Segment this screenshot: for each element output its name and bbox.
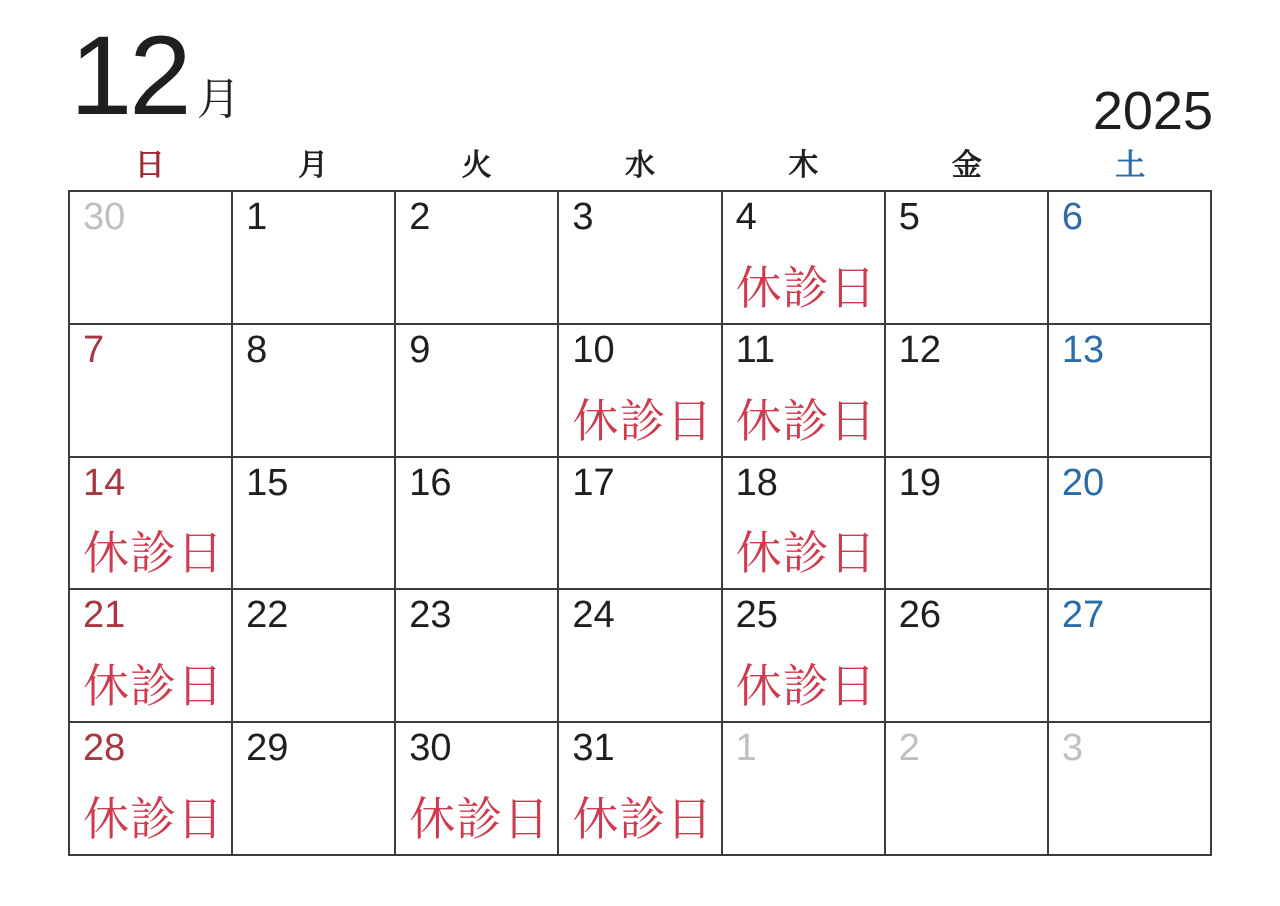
weekday-thursday: 木 <box>788 149 819 182</box>
calendar-cell <box>396 192 559 325</box>
day-number: 11 <box>735 328 776 371</box>
calendar-cell <box>559 723 722 856</box>
calendar-cell <box>233 723 396 856</box>
day-number: 23 <box>409 594 452 637</box>
day-number: 30 <box>83 196 126 238</box>
weekday-saturday: 土 <box>1115 149 1146 182</box>
calendar-cell <box>886 192 1049 325</box>
day-number: 2 <box>409 196 431 238</box>
day-number: 30 <box>409 727 452 770</box>
closed-day-label: 休診日 <box>572 394 714 447</box>
calendar-cell <box>233 325 396 458</box>
calendar-cell <box>1049 458 1212 591</box>
day-number: 2 <box>898 727 920 770</box>
day-number: 3 <box>1061 727 1083 770</box>
day-number: 9 <box>409 328 431 371</box>
weekday-friday: 金 <box>951 149 982 182</box>
day-number: 19 <box>898 461 941 504</box>
day-number: 31 <box>572 727 615 770</box>
closed-day-label: 休診日 <box>735 527 877 580</box>
day-number: 26 <box>898 594 941 637</box>
day-number: 14 <box>83 461 126 504</box>
weekday-wednesday: 水 <box>624 149 655 182</box>
calendar-cell <box>70 590 233 723</box>
day-number: 12 <box>898 328 941 371</box>
calendar-cell <box>70 458 233 591</box>
calendar-cell <box>233 192 396 325</box>
day-number: 29 <box>246 727 289 770</box>
calendar-cell <box>396 458 559 591</box>
weekday-header <box>68 151 1212 181</box>
calendar-cell <box>886 325 1049 458</box>
day-number: 16 <box>409 461 452 504</box>
day-number: 13 <box>1061 328 1105 371</box>
day-number: 6 <box>1061 196 1083 238</box>
weekday-monday: 月 <box>298 149 329 182</box>
calendar-grid <box>68 190 1212 856</box>
day-number: 20 <box>1061 461 1105 504</box>
calendar-cell <box>723 192 886 325</box>
day-number: 22 <box>246 594 289 637</box>
closed-day-label: 休診日 <box>409 793 551 845</box>
day-number: 27 <box>1061 594 1105 637</box>
calendar-cell <box>723 590 886 723</box>
day-number: 3 <box>572 196 594 238</box>
calendar-cell <box>1049 192 1212 325</box>
closed-day-label: 休診日 <box>735 660 877 713</box>
calendar-cell <box>886 723 1049 856</box>
day-number: 4 <box>735 196 757 238</box>
calendar-cell <box>396 325 559 458</box>
day-number: 28 <box>83 727 126 770</box>
calendar-cell <box>233 590 396 723</box>
day-number: 15 <box>246 461 289 504</box>
calendar-cell <box>1049 325 1212 458</box>
calendar-cell <box>1049 590 1212 723</box>
calendar-cell <box>559 325 722 458</box>
day-number: 21 <box>83 594 126 637</box>
calendar-cell <box>559 192 722 325</box>
day-number: 8 <box>246 328 268 371</box>
calendar-cell <box>723 723 886 856</box>
calendar-cell <box>70 192 233 325</box>
calendar-cell <box>70 325 233 458</box>
calendar-cell <box>233 458 396 591</box>
closed-day-label: 休診日 <box>83 660 224 713</box>
calendar-cell <box>723 325 886 458</box>
calendar-cell <box>1049 723 1212 856</box>
calendar-cell <box>886 458 1049 591</box>
weekday-sunday: 日 <box>134 149 165 182</box>
year-label: 2025 <box>1092 81 1213 141</box>
calendar-cell <box>723 458 886 591</box>
day-number: 17 <box>572 461 615 504</box>
day-number: 5 <box>898 196 920 238</box>
calendar-cell <box>70 723 233 856</box>
closed-day-label: 休診日 <box>735 394 877 447</box>
closed-day-label: 休診日 <box>83 527 224 580</box>
day-number: 1 <box>735 727 757 770</box>
day-number: 7 <box>83 328 105 371</box>
calendar-cell <box>396 590 559 723</box>
day-number: 10 <box>572 328 615 371</box>
calendar-title <box>70 13 241 138</box>
day-number: 25 <box>735 594 778 637</box>
month-number: 12 <box>70 13 189 138</box>
weekday-tuesday: 火 <box>461 149 492 182</box>
day-number: 24 <box>572 594 615 637</box>
calendar-cell <box>559 590 722 723</box>
calendar-cell <box>886 590 1049 723</box>
day-number: 18 <box>735 461 778 504</box>
calendar-cell <box>559 458 722 591</box>
closed-day-label: 休診日 <box>83 793 224 845</box>
day-number: 1 <box>246 196 268 238</box>
calendar-cell <box>396 723 559 856</box>
closed-day-label: 休診日 <box>735 261 877 314</box>
month-unit-label: 月 <box>196 75 241 124</box>
closed-day-label: 休診日 <box>572 793 714 845</box>
